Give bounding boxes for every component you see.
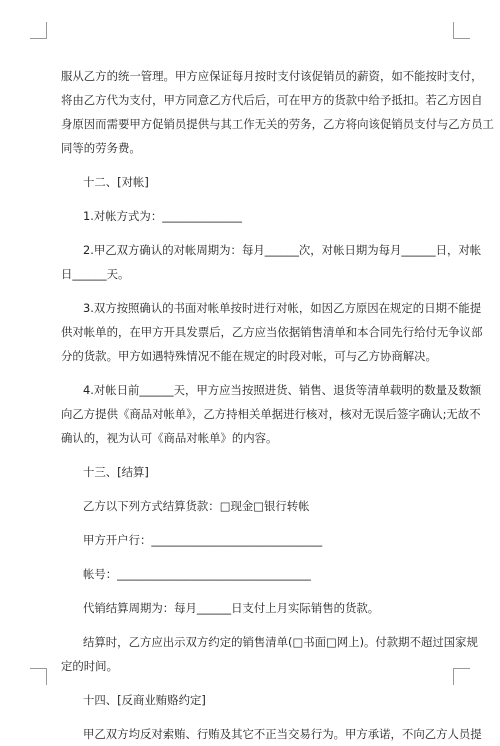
text-line: 分的货款。甲方如遇特殊情况不能在规定的时段对帐，可与乙方协商解决。: [61, 349, 437, 363]
crop-mark-top-right: [453, 22, 470, 39]
paragraph-labor-cost: [61, 64, 494, 160]
crop-mark-bottom-left: [30, 668, 47, 685]
text-line: 同等的劳务费。: [61, 141, 141, 155]
anti-bribery-clause: [61, 722, 482, 746]
text-line: 甲方开户行：______________________________: [83, 533, 323, 547]
text-line: 4.对帐日前______天，甲方应当按照进货、销售、退货等清单载明的数量及数额: [83, 383, 482, 397]
document-body: [61, 64, 494, 746]
text-line: 代销结算周期为：每月______日支付上月实际销售的货款。: [83, 601, 380, 615]
crop-mark-top-left: [30, 22, 47, 39]
settlement-cycle: [61, 596, 446, 620]
clause-4: [61, 378, 482, 450]
text-line: 1.对帐方式为：______________: [83, 209, 242, 223]
text-line: 帐号：__________________________________: [83, 567, 311, 581]
text-line: 身原因而需要甲方促销员提供与其工作无关的劳务，乙方将向该促销员支付与乙方员工: [61, 117, 494, 131]
account-field: [61, 562, 446, 586]
clause-1: [61, 204, 446, 228]
text-line: 定的时间。: [61, 659, 118, 673]
section-heading-anti-bribery: [61, 688, 446, 712]
text-line: 乙方以下列方式结算货款：□现金□银行转帐: [83, 499, 310, 513]
crop-mark-bottom-right: [453, 668, 470, 685]
settlement-statement: [61, 630, 478, 678]
section-heading: 十二、[对帐]: [83, 175, 149, 189]
section-heading: 十四、[反商业贿赂约定]: [83, 693, 206, 707]
text-line: 将由乙方代为支付，甲方同意乙方代后后，可在甲方的货款中给予抵扣。若乙方因自: [61, 93, 483, 107]
text-line: 结算时，乙方应出示双方约定的销售清单(□书面□网上)。付款期不超过国家规: [83, 635, 478, 649]
text-line: 甲乙双方均反对索贿、行贿及其它不正当交易行为。甲方承诺，不向乙方人员提: [83, 727, 482, 741]
text-line: 2.甲乙双方确认的对帐周期为：每月______次，对帐日期为每月______日，对帐: [83, 243, 482, 257]
text-line: 日______天。: [61, 267, 130, 281]
section-heading-reconciliation: [61, 170, 446, 194]
text-line: 向乙方提供《商品对帐单》，乙方持相关单据进行核对，核对无误后签字确认;无故不: [61, 407, 481, 421]
text-line: 确认的，视为认可《商品对帐单》的内容。: [61, 431, 278, 445]
text-line: 供对帐单的，在甲方开具发票后，乙方应当依据销售清单和本合同先行给付无争议部: [61, 325, 483, 339]
settlement-method: [61, 494, 446, 518]
bank-field: [61, 528, 446, 552]
text-line: 服从乙方的统一管理。甲方应保证每月按时支付该促销员的薪资，如不能按时支付，: [61, 69, 483, 83]
clause-3: [61, 296, 483, 368]
text-line: 3.双方按照确认的书面对帐单按时进行对帐，如因乙方原因在规定的日期不能提: [83, 301, 482, 315]
section-heading: 十三、[结算]: [83, 465, 149, 479]
clause-2: [61, 238, 482, 286]
section-heading-settlement: [61, 460, 446, 484]
